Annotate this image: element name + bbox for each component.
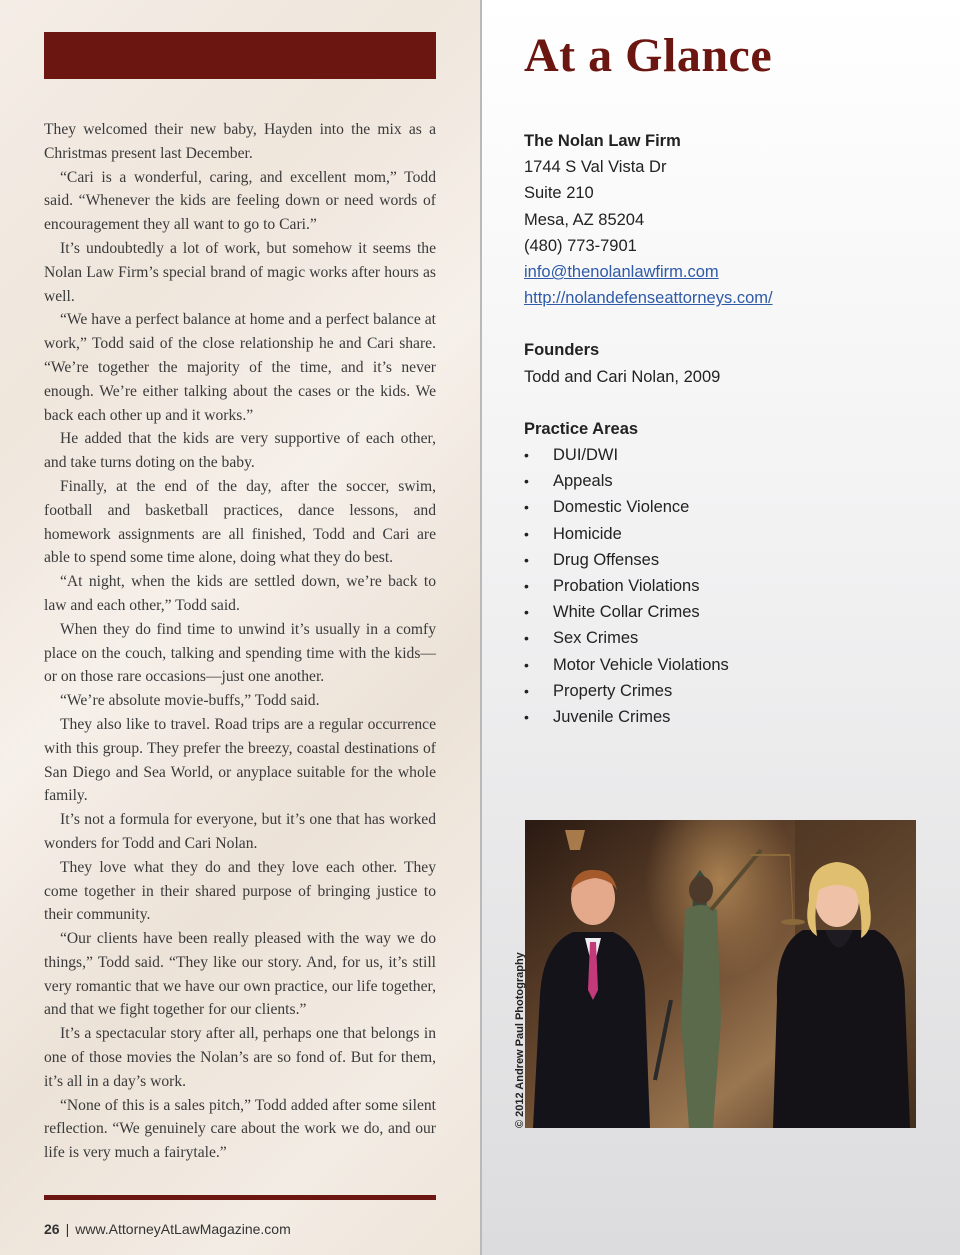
practice-areas-list — [524, 442, 924, 730]
website-link[interactable]: http://nolandefenseattorneys.com/ — [524, 289, 773, 308]
article-paragraph: They love what they do and they love each other. They come together in their shared purpose of bringing justice to their community. — [44, 858, 436, 924]
practice-area-item: • Domestic Violence — [524, 498, 690, 517]
address-city: Mesa, AZ 85204 — [524, 210, 645, 229]
article-paragraph: It’s not a formula for everyone, but it’s one that has worked wonders for Todd and Cari Nolan. — [44, 811, 436, 852]
article-paragraph: “At night, when the kids are settled down, we’re back to law and each other,” Todd said. — [44, 573, 436, 614]
article-paragraph: They also like to travel. Road trips are a regular occurrence with this group. They prefer the breezy, coastal destinations of San Diego and Sea World, or anyplace suitable for the whole family. — [44, 715, 436, 805]
firm-name: The Nolan Law Firm — [524, 132, 681, 150]
practice-area-item: • Drug Offenses — [524, 550, 660, 569]
practice-areas-heading: Practice Areas — [524, 419, 639, 438]
practice-area-item: • Property Crimes — [524, 681, 673, 700]
practice-area-item: • Homicide — [524, 524, 622, 543]
article-paragraph: “None of this is a sales pitch,” Todd added after some silent reflection. “We genuinely care about the work we do, and our life is very much a fairytale.” — [44, 1096, 436, 1162]
footer-rule — [44, 1195, 436, 1200]
practice-area-item: • DUI/DWI — [524, 446, 619, 465]
article-paragraph: It’s a spectacular story after all, perhaps one that belongs in one of those movies the Nolan’s are so fond of. But for them, it’s all in a day’s work. — [44, 1025, 436, 1090]
practice-area-item: • Probation Violations — [524, 577, 700, 596]
page-number: 26 — [44, 1221, 60, 1237]
practice-area-item: • Motor Vehicle Violations — [524, 655, 729, 674]
article-body — [44, 118, 436, 1165]
firm-info — [524, 128, 924, 730]
article-paragraph: “We have a perfect balance at home and a perfect balance at work,” Todd said of the close relationship he and Cari share. “We’re together the majority of the time, and it’s never enough. We’re either talking about the cases or the kids. We back each other up and it works.” — [44, 311, 436, 424]
article-paragraph: “Our clients have been really pleased with the way we do things,” Todd said. “They like our story. And, for us, it’s still very romantic that we have our own practice, our life together, and that we fight together for our clients.” — [44, 930, 436, 1019]
article-paragraph: They welcomed their new baby, Hayden into the mix as a Christmas present last December. — [44, 121, 436, 162]
practice-area-item: • Juvenile Crimes — [524, 708, 671, 727]
article-paragraph: It’s undoubtedly a lot of work, but somehow it seems the Nolan Law Firm’s special brand of magic works after hours as well. — [44, 239, 436, 305]
footer-site: www.AttorneyAtLawMagazine.com — [75, 1221, 291, 1237]
article-paragraph: “Cari is a wonderful, caring, and excellent mom,” Todd said. “Whenever the kids are feeling down or need words of encouragement they all want to go to Cari.” — [44, 168, 436, 234]
address-line-2: Suite 210 — [524, 184, 594, 203]
address-line-1: 1744 S Val Vista Dr — [524, 158, 667, 177]
practice-area-item: • White Collar Crimes — [524, 603, 700, 622]
email-link[interactable]: info@thenolanlawfirm.com — [524, 263, 719, 282]
article-paragraph: “We’re absolute movie-buffs,” Todd said. — [60, 692, 320, 710]
phone-number: (480) 773-7901 — [524, 236, 637, 255]
photo-credit: © 2012 Andrew Paul Photography — [514, 952, 526, 1128]
sidebar-title: At a Glance — [524, 29, 773, 82]
header-bar — [44, 32, 436, 79]
practice-area-item: • Appeals — [524, 472, 613, 491]
practice-area-item: • Sex Crimes — [524, 629, 639, 648]
article-paragraph: He added that the kids are very supportive of each other, and take turns doting on the baby. — [44, 430, 436, 472]
founders-text: Todd and Cari Nolan, 2009 — [524, 367, 721, 386]
founders-heading: Founders — [524, 341, 600, 360]
page-footer — [44, 1221, 291, 1237]
footer-separator: | — [65, 1221, 70, 1237]
founders-photo — [525, 820, 916, 1128]
article-paragraph: Finally, at the end of the day, after the soccer, swim, football and basketball practices, dance lessons, and homework assignments are all finished, Todd and Cari are able to spend some time alone, doing what they do best. — [44, 477, 436, 567]
article-paragraph: When they do find time to unwind it’s usually in a comfy place on the couch, talking and spending time with the kids—or on those rare occasions—just one another. — [44, 620, 436, 686]
